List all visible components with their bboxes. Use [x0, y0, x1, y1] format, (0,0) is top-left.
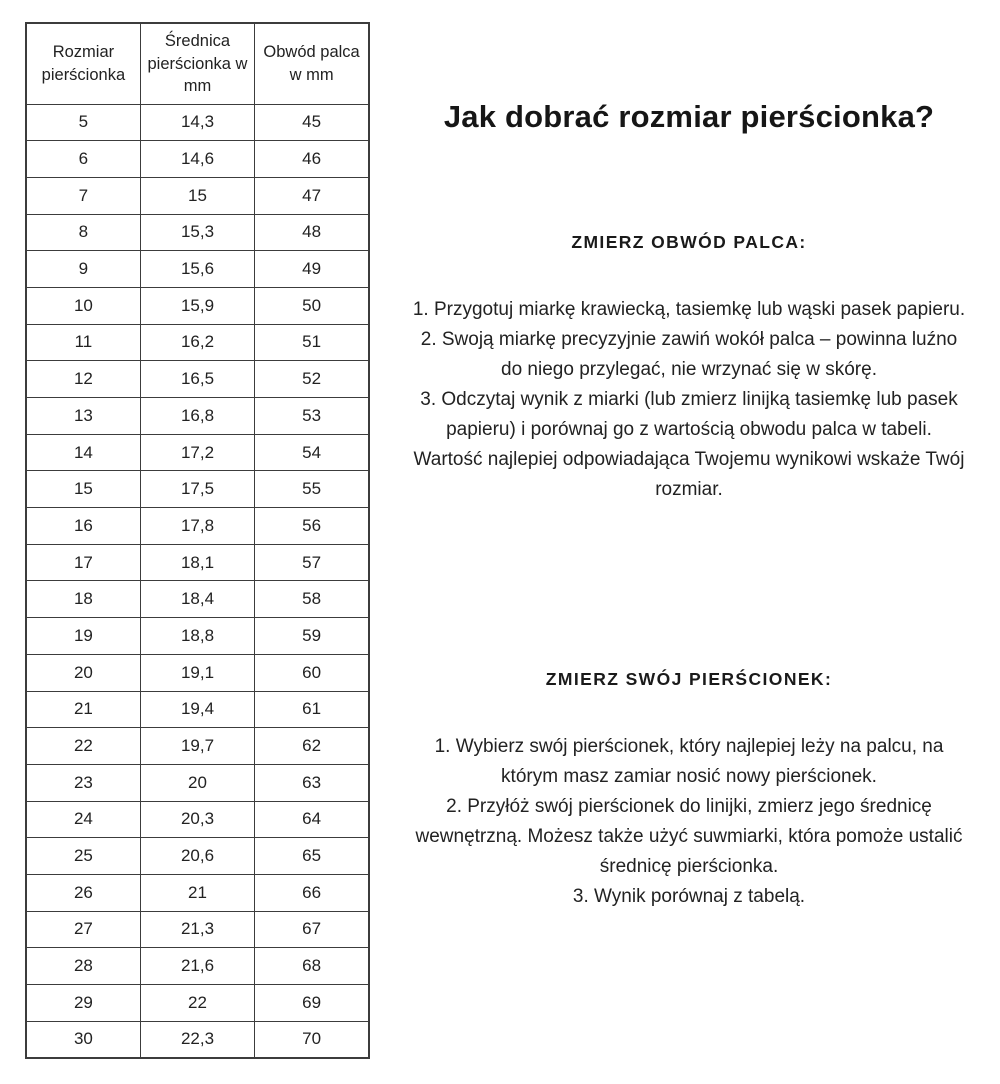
table-row [26, 654, 369, 691]
table-cell: 51 [255, 324, 369, 361]
table-cell: 29 [26, 985, 140, 1022]
table-row [26, 728, 369, 765]
table-cell: 5 [26, 104, 140, 141]
steps-measure-finger [409, 295, 969, 595]
table-row [26, 1021, 369, 1058]
table-cell: 18 [26, 581, 140, 618]
instruction-step: 3. Wynik porównaj z tabelą. [572, 886, 806, 907]
table-cell: 21,6 [140, 948, 254, 985]
instruction-step: 1. Wybierz swój pierścionek, który najlepiej leży na palcu, na którym masz zamiar nosić nowy pierścionek. [434, 736, 944, 787]
table-cell: 16 [26, 508, 140, 545]
table-row [26, 874, 369, 911]
table-row [26, 948, 369, 985]
table-row [26, 985, 369, 1022]
table-cell: 16,5 [140, 361, 254, 398]
table-header-row [26, 23, 369, 104]
table-cell: 13 [26, 398, 140, 435]
table-cell: 30 [26, 1021, 140, 1058]
column-header-ring-diameter: Średnica pierścionka w mm [140, 23, 254, 104]
table-cell: 22,3 [140, 1021, 254, 1058]
table-row [26, 581, 369, 618]
table-row [26, 177, 369, 214]
table-cell: 22 [140, 985, 254, 1022]
table-cell: 26 [26, 874, 140, 911]
table-cell: 10 [26, 287, 140, 324]
instructions-panel [393, 0, 985, 942]
table-cell: 63 [255, 764, 369, 801]
table-cell: 57 [255, 544, 369, 581]
table-cell: 61 [255, 691, 369, 728]
table-row [26, 324, 369, 361]
table-cell: 15,6 [140, 251, 254, 288]
table-cell: 25 [26, 838, 140, 875]
table-cell: 7 [26, 177, 140, 214]
section-heading-measure-ring: ZMIERZ SWÓJ PIERŚCIONEK: [545, 669, 833, 689]
table-cell: 8 [26, 214, 140, 251]
table-cell: 20 [26, 654, 140, 691]
table-cell: 67 [255, 911, 369, 948]
table-cell: 65 [255, 838, 369, 875]
table-cell: 15 [140, 177, 254, 214]
table-cell: 19,1 [140, 654, 254, 691]
table-cell: 48 [255, 214, 369, 251]
table-row [26, 764, 369, 801]
column-header-ring-size: Rozmiar pierścionka [26, 23, 140, 104]
table-row [26, 251, 369, 288]
table-cell: 14,6 [140, 141, 254, 178]
table-cell: 69 [255, 985, 369, 1022]
steps-measure-ring [409, 732, 969, 942]
table-cell: 49 [255, 251, 369, 288]
table-cell: 9 [26, 251, 140, 288]
table-cell: 14 [26, 434, 140, 471]
table-cell: 17 [26, 544, 140, 581]
table-cell: 11 [26, 324, 140, 361]
table-cell: 17,2 [140, 434, 254, 471]
table-row [26, 141, 369, 178]
table-cell: 68 [255, 948, 369, 985]
section-heading-measure-finger: ZMIERZ OBWÓD PALCA: [571, 232, 807, 252]
table-cell: 17,5 [140, 471, 254, 508]
table-cell: 58 [255, 581, 369, 618]
table-cell: 47 [255, 177, 369, 214]
table-cell: 17,8 [140, 508, 254, 545]
table-cell: 18,1 [140, 544, 254, 581]
table-row [26, 838, 369, 875]
table-cell: 24 [26, 801, 140, 838]
table-cell: 20,3 [140, 801, 254, 838]
table-cell: 27 [26, 911, 140, 948]
table-row [26, 801, 369, 838]
table-cell: 15,3 [140, 214, 254, 251]
table-row [26, 434, 369, 471]
ring-size-table-container [25, 22, 370, 1059]
table-row [26, 398, 369, 435]
table-cell: 19 [26, 618, 140, 655]
table-row [26, 471, 369, 508]
table-cell: 66 [255, 874, 369, 911]
table-cell: 12 [26, 361, 140, 398]
table-cell: 15,9 [140, 287, 254, 324]
table-cell: 45 [255, 104, 369, 141]
table-cell: 55 [255, 471, 369, 508]
table-header [26, 23, 369, 104]
table-row [26, 287, 369, 324]
table-row [26, 691, 369, 728]
table-cell: 53 [255, 398, 369, 435]
table-cell: 59 [255, 618, 369, 655]
table-cell: 16,8 [140, 398, 254, 435]
ring-size-table [25, 22, 370, 1059]
table-cell: 50 [255, 287, 369, 324]
table-cell: 56 [255, 508, 369, 545]
size-table-body [26, 104, 369, 1058]
table-cell: 46 [255, 141, 369, 178]
table-cell: 21 [140, 874, 254, 911]
table-row [26, 214, 369, 251]
table-cell: 52 [255, 361, 369, 398]
table-cell: 6 [26, 141, 140, 178]
table-row [26, 508, 369, 545]
table-cell: 14,3 [140, 104, 254, 141]
table-cell: 60 [255, 654, 369, 691]
table-cell: 64 [255, 801, 369, 838]
table-row [26, 618, 369, 655]
instruction-step: 3. Odczytaj wynik z miarki (lub zmierz linijką tasiemkę lub pasek papieru) i porównaj go z wartością obwodu palca w tabeli. Wartość najlepiej odpowiadająca Twojemu wynikowi wskaże Twój rozmiar. [413, 389, 965, 500]
table-cell: 70 [255, 1021, 369, 1058]
table-cell: 19,7 [140, 728, 254, 765]
column-header-finger-circumference: Obwód palca w mm [255, 23, 369, 104]
table-cell: 21 [26, 691, 140, 728]
table-cell: 19,4 [140, 691, 254, 728]
table-cell: 28 [26, 948, 140, 985]
table-row [26, 104, 369, 141]
table-cell: 62 [255, 728, 369, 765]
table-cell: 22 [26, 728, 140, 765]
table-cell: 18,4 [140, 581, 254, 618]
table-cell: 21,3 [140, 911, 254, 948]
table-cell: 15 [26, 471, 140, 508]
instruction-step: 2. Przyłóż swój pierścionek do linijki, zmierz jego średnicę wewnętrzną. Możesz także użyć suwmiarki, która pomoże ustalić średnicę pierścionka. [415, 796, 963, 877]
table-row [26, 361, 369, 398]
table-cell: 54 [255, 434, 369, 471]
page-title: Jak dobrać rozmiar pierścionka? [443, 99, 935, 134]
table-cell: 18,8 [140, 618, 254, 655]
table-cell: 20,6 [140, 838, 254, 875]
instruction-step: 2. Swoją miarkę precyzyjnie zawiń wokół palca – powinna luźno do niego przylegać, nie wrzynać się w skórę. [420, 329, 958, 380]
table-cell: 23 [26, 764, 140, 801]
table-row [26, 544, 369, 581]
table-row [26, 911, 369, 948]
table-cell: 20 [140, 764, 254, 801]
table-cell: 16,2 [140, 324, 254, 361]
instruction-step: 1. Przygotuj miarkę krawiecką, tasiemkę lub wąski pasek papieru. [412, 299, 966, 320]
